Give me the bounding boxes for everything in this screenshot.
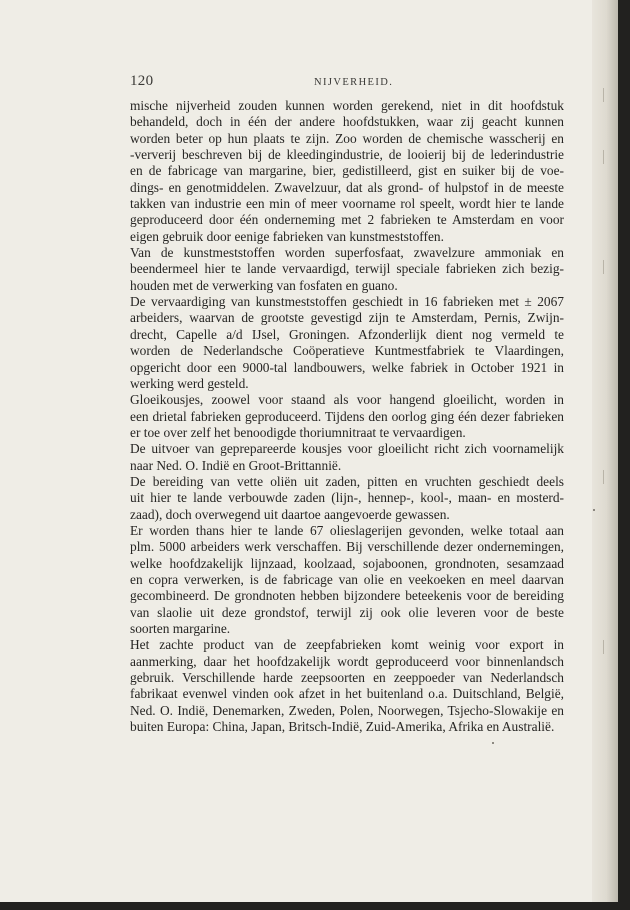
text-line: behandeld, doch in één der andere hoofdstukken, waar zij geacht kunnen (130, 114, 564, 130)
text-line: Gloeikousjes, zoowel voor staand als voor hangend gloeilicht, worden in (130, 392, 564, 408)
page-edge (592, 0, 618, 902)
text-line: takken van industrie een min of meer voorname rol speelt, wordt hier te lande (130, 196, 564, 212)
text-line: uit hier te lande verbouwde zaden (lijn-, hennep-, kool-, maan- en mosterd- (130, 490, 564, 506)
margin-mark (603, 150, 614, 164)
text-line: naar Ned. O. Indië en Groot-Brittannië. (130, 457, 342, 473)
text-line: beendermeel hier te lande vervaardigd, terwijl speciale fabrieken zich bezig- (130, 261, 564, 277)
text-line: mische nijverheid zouden kunnen worden gerekend, niet in dit hoofdstuk (130, 98, 564, 113)
text-line: De bereiding van vette oliën uit zaden, pitten en vruchten geschiedt deels (130, 473, 564, 489)
margin-mark (603, 88, 614, 102)
text-line: van slaolie uit deze grondstof, terwijl zij ook olie leveren voor de beste (130, 604, 564, 620)
page-number: 120 (130, 73, 154, 89)
text-line: drecht, Capelle a/d IJsel, Groningen. Afzonderlijk dient nog vermeld te (130, 326, 564, 342)
text-line: -ververij beschreven bij de kleedingindustrie, de looierij bij de lederindustrie (130, 147, 564, 163)
text-line: houden met de verwerking van fosfaten en guano. (130, 277, 398, 293)
text-line: opgericht door een 9000-tal landbouwers, welke fabriek in October 1921 in (130, 359, 564, 375)
margin-mark (603, 640, 614, 654)
text-line: plm. 5000 arbeiders werk verschaffen. Bij verschillende dezer ondernemingen, (130, 539, 564, 555)
running-head-title: NIJVERHEID. (314, 77, 394, 88)
text-line: en de fabricage van margarine, bier, gedistilleerd, gist en suiker bij de voe- (130, 163, 564, 179)
text-line: worden de Nederlandsche Coöperatieve Kuntmestfabriek te Vlaardingen, (130, 343, 564, 359)
text-line: Ned. O. Indië, Denemarken, Zweden, Polen, Noorwegen, Tsjecho-Slowakije en (130, 702, 564, 718)
text-line: zaad), doch overwegend uit daartoe aangevoerde gewassen. (130, 506, 450, 522)
margin-mark (603, 260, 614, 274)
text-line: aanmerking, daar het hoofdzakelijk wordt geproduceerd voor binnenlandsch (130, 653, 564, 669)
text-line: Het zachte product van de zeepfabrieken komt weinig voor export in (130, 637, 564, 653)
text-line: dings- en genotmiddelen. Zwavelzuur, dat als grond- of hulpstof in de meeste (130, 179, 564, 195)
text-line: worden beter op hun plaats te zijn. Zoo worden de chemische wasscherij en (130, 130, 564, 146)
speck (593, 509, 595, 511)
text-line: buiten Europa: China, Japan, Britsch-Indië, Zuid-Amerika, Afrika en Australië. (130, 719, 555, 735)
text-line: De uitvoer van geprepareerde kousjes voor gloeilicht richt zich voornamelijk (130, 441, 564, 457)
speck (492, 742, 494, 744)
text-line: een drietal fabrieken geproduceerd. Tijdens den oorlog ging één dezer fabrieken (130, 408, 564, 424)
body-text (130, 98, 564, 735)
text-line: werking werd gesteld. (130, 375, 249, 391)
text-line: gecombineerd. De grondnoten hebben bijzondere beteekenis voor de bereiding (130, 588, 564, 604)
text-line: eigen gebruik door eenige fabrieken van kunstmeststoffen. (130, 228, 444, 244)
text-line: soorten margarine. (130, 621, 231, 636)
text-line: De vervaardiging van kunstmeststoffen geschiedt in 16 fabrieken met ± 2067 (130, 294, 564, 310)
text-line: Van de kunstmeststoffen worden superfosfaat, zwavelzure ammoniak en (130, 245, 564, 261)
text-line: welke hoofdzakelijk lijnzaad, koolzaad, sojaboonen, grondnoten, sesamzaad (130, 555, 564, 571)
text-line: fabrikaat evenwel vinden ook afzet in het buitenland o.a. Duitschland, België, (130, 686, 564, 702)
text-line: er toe over zelf het benoodigde thoriumnitraat te vervaardigen. (130, 424, 466, 440)
text-line: Er worden thans hier te lande 67 olieslagerijen gevonden, welke totaal aan (130, 522, 564, 538)
running-head (130, 72, 570, 94)
text-line: gebruik. Verschillende harde zeepsoorten en zeeppoeder van Nederlandsch (130, 670, 564, 686)
text-line: geproduceerd door één onderneming met 2 fabrieken te Amsterdam en voor (130, 212, 564, 228)
text-line: arbeiders, waarvan de grootste gevestigd zijn te Amsterdam, Pernis, Zwijn- (130, 310, 564, 326)
margin-mark (603, 470, 614, 484)
text-line: en copra verwerken, is de fabricage van olie en veekoeken en meel daarvan (130, 571, 564, 587)
